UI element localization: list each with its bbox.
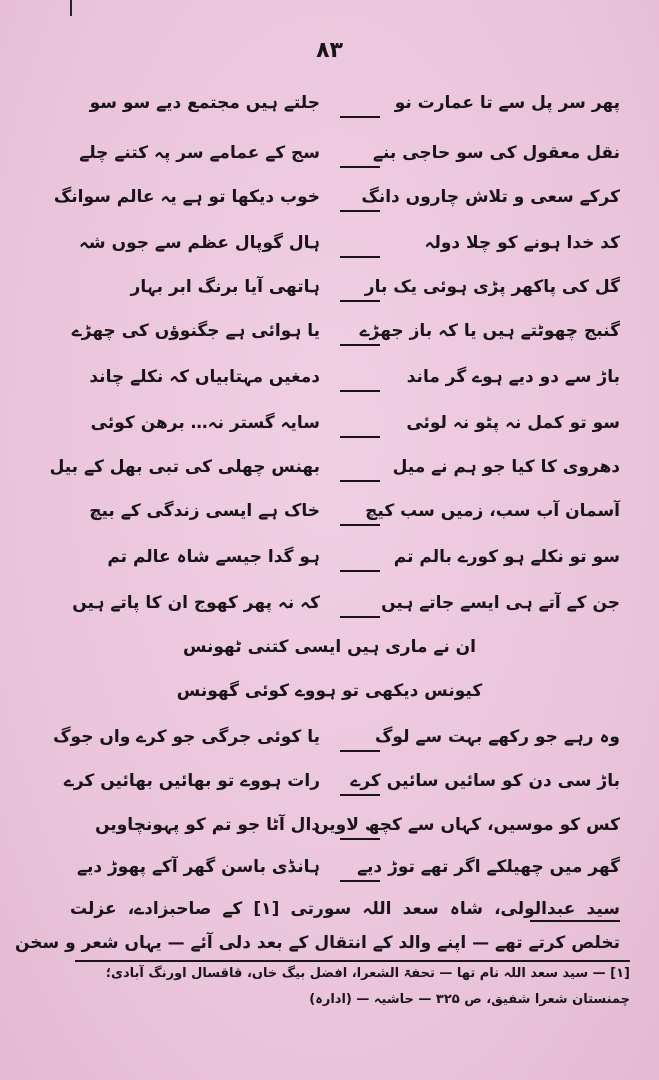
couplet bbox=[70, 588, 620, 628]
couplet bbox=[70, 408, 620, 448]
first-hemistich: گل کی پاکھر پڑی ہوئی یک بار bbox=[364, 277, 620, 297]
couplet-separator bbox=[340, 570, 380, 572]
page-edge-mark bbox=[70, 0, 72, 16]
second-hemistich: کہ نہ پھر کھوج ان کا پاتے ہیں bbox=[72, 593, 320, 613]
couplet bbox=[70, 228, 620, 268]
first-hemistich: سو تو نکلے ہو کورے بالم تم bbox=[393, 547, 620, 567]
first-hemistich: کد خدا ہونے کو چلا دولہ bbox=[424, 233, 620, 253]
couplet-separator bbox=[340, 256, 380, 258]
footnote-line: چمنستان شعرا شفیق، ص ۳۲۵ — حاشیہ — (ادارہ) bbox=[309, 992, 630, 1007]
second-hemistich: سایہ گستر نہ… برھن کوئی bbox=[90, 413, 320, 433]
couplet-separator bbox=[340, 344, 380, 346]
second-hemistich: ہاتھی آیا برنگ ابر بہار bbox=[130, 277, 320, 297]
first-hemistich: گنبج چھوٹتے ہیں یا کہ باز جھڑے bbox=[359, 321, 620, 341]
couplet bbox=[53, 722, 620, 762]
second-hemistich: دمغیں مہتابیاں کہ نکلے چاند bbox=[89, 367, 320, 387]
second-hemistich: ہال گوپال عظم سے جوں شہ bbox=[78, 233, 320, 253]
first-hemistich: کرکے سعی و تلاش چاروں دانگ bbox=[361, 187, 620, 207]
second-hemistich: دال آٹا جو تم کو پہونچاویں bbox=[95, 815, 320, 835]
couplet-separator bbox=[340, 480, 380, 482]
couplet-separator bbox=[340, 436, 380, 438]
couplet-separator bbox=[340, 750, 380, 752]
couplet bbox=[70, 496, 620, 536]
couplet bbox=[70, 542, 620, 582]
second-hemistich: جلتے ہیں مجتمع دیے سو سو bbox=[89, 93, 320, 113]
couplet bbox=[70, 272, 620, 312]
couplet bbox=[53, 182, 620, 222]
second-hemistich: رات ہووے تو بھائیں بھائیں کرے bbox=[63, 771, 320, 791]
first-hemistich: جن کے آتے ہی ایسے جاتے ہیں bbox=[381, 593, 620, 613]
second-hemistich: یا کوئی جرگی جو کرے واں جوگ bbox=[53, 727, 320, 747]
prose-line: تخلص کرتے تھے — اپنے والد کے انتقال کے بعد دلی آئے — یہاں شعر و سخن bbox=[15, 933, 620, 953]
second-hemistich: ہانڈی باسن گھر آکے پھوڑ دیے bbox=[77, 857, 320, 877]
first-hemistich: پھر سر پل سے تا عمارت نو bbox=[394, 93, 620, 113]
second-hemistich: سج کے عمامے سر پہ کتنے چلے bbox=[79, 143, 320, 163]
first-hemistich: نقل معقول کی سو حاجی بنے bbox=[373, 143, 620, 163]
second-hemistich: خوب دیکھا تو ہے یہ عالم سوانگ bbox=[53, 187, 320, 207]
name-underline bbox=[530, 920, 620, 922]
first-hemistich: دھروی کا کیا جو ہم نے میل bbox=[392, 457, 620, 477]
couplet-separator bbox=[340, 794, 380, 796]
second-hemistich: خاک ہے ایسی زندگی کے بیچ bbox=[89, 501, 320, 521]
second-hemistich: یا ہوائی ہے جگنوؤں کی چھڑے bbox=[71, 321, 320, 341]
couplet-separator bbox=[340, 166, 380, 168]
first-hemistich: کس کو موسیں، کہاں سے کچھ لاویں bbox=[314, 815, 620, 835]
couplet-separator bbox=[340, 300, 380, 302]
footnote-line: [۱] — سید سعد اللہ نام تھا — تحفۃ الشعرا، افضل بیگ خاں، قاقسال اورنگ آبادی؛ bbox=[105, 966, 630, 981]
couplet-separator bbox=[340, 616, 380, 618]
first-hemistich: باڑ سے دو دیے ہوے گر ماند bbox=[406, 367, 620, 387]
couplet bbox=[70, 138, 620, 178]
first-hemistich: سو تو کمل نہ پٹو نہ لوئی bbox=[406, 413, 620, 433]
couplet-separator bbox=[340, 210, 380, 212]
centered-verse-line: کیونس دیکھی تو ہووے کوئی گھونس bbox=[176, 681, 483, 701]
centered-verse-line: ان نے ماری ہیں ایسی کتنی ٹھونس bbox=[182, 637, 477, 657]
page-number: ۸۳ bbox=[316, 38, 343, 63]
couplet bbox=[49, 452, 620, 492]
couplet bbox=[63, 766, 620, 806]
footnote-rule bbox=[75, 960, 630, 962]
couplet-separator bbox=[340, 524, 380, 526]
couplet bbox=[70, 316, 620, 356]
couplet-separator bbox=[340, 880, 380, 882]
prose-line: سید عبدالولی، شاہ سعد اللہ سورتی [۱] کے صاحبزادے، عزلت bbox=[70, 899, 620, 919]
couplet bbox=[70, 810, 620, 850]
second-hemistich: ہو گدا جیسے شاہ عالم تم bbox=[107, 547, 320, 567]
couplet bbox=[70, 852, 620, 892]
first-hemistich: آسمان آب سب، زمیں سب کیچ bbox=[365, 501, 620, 521]
couplet-separator bbox=[340, 838, 380, 840]
first-hemistich: وہ رہے جو رکھے بہت سے لوگ bbox=[375, 727, 620, 747]
couplet-separator bbox=[340, 390, 380, 392]
couplet bbox=[70, 362, 620, 402]
couplet bbox=[70, 88, 620, 128]
couplet-separator bbox=[340, 116, 380, 118]
first-hemistich: گھر میں چھیلکے اگر تھے توڑ دیے bbox=[357, 857, 620, 877]
first-hemistich: باڑ سی دن کو سائیں سائیں کرے bbox=[350, 771, 620, 791]
second-hemistich: بھنس چھلی کی تبی بھل کے بیل bbox=[49, 457, 320, 477]
